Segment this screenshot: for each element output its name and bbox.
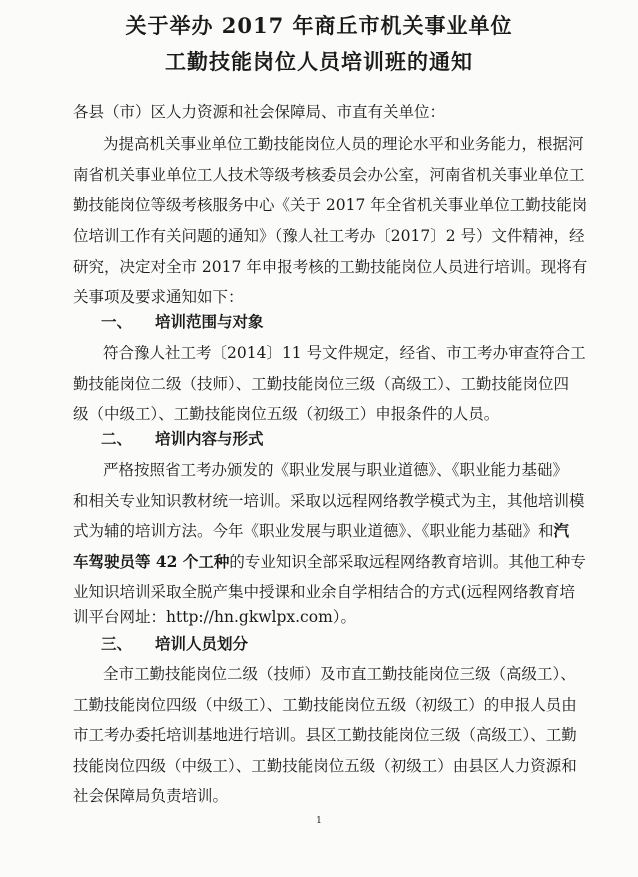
document-title-line-2: 工勤技能岗位人员培训班的通知 — [165, 49, 473, 74]
paragraph-4-line: 工勤技能岗位四级（中级工）、工勤技能岗位五级（初级工）的申报人员由 — [73, 696, 577, 714]
paragraph-4-line: 市工考办委托培训基地进行培训。县区工勤技能岗位三级（高级工）、工勤 — [73, 726, 577, 744]
section-title: 培训人员划分 — [155, 634, 249, 653]
paragraph-4-line: 全市工勤技能岗位二级（技师）及市直工勤技能岗位三级（高级工）、 — [103, 665, 576, 683]
section-heading-3 — [101, 632, 248, 654]
paragraph-3-text: 式为辅的培训方法。今年《职业发展与职业道德》、《职业能力基础》和 — [73, 522, 554, 540]
section-number: 三、 — [101, 634, 133, 653]
document-title-line-1: 关于举办 2017 年商丘市机关事业单位 — [125, 13, 513, 38]
section-title: 培训范围与对象 — [155, 312, 264, 331]
section-number: 二、 — [101, 429, 133, 448]
paragraph-1-line: 勤技能岗位等级考核服务中心《关于 2017 年全省机关事业单位工勤技能岗 — [73, 196, 588, 214]
section-title: 培训内容与形式 — [155, 429, 264, 448]
paragraph-1-line: 南省机关事业单位工人技术等级考核委员会办公室，河南省机关事业单位工 — [73, 166, 585, 184]
section-number: 一、 — [101, 312, 133, 331]
section-heading-2 — [101, 427, 264, 449]
page-number: 1 — [316, 816, 322, 826]
paragraph-1-line: 位培训工作有关问题的通知》（豫人社工考办〔2017〕2 号）文件精神，经 — [73, 227, 585, 245]
paragraph-4-line: 技能岗位四级（中级工）、工勤技能岗位五级（初级工）由县区人力资源和 — [73, 757, 577, 775]
paragraph-2-line: 符合豫人社工考〔2014〕11 号文件规定，经省、市工考办审查符合工 — [103, 344, 586, 362]
paragraph-3-bold-text: 汽 — [553, 521, 570, 540]
paragraph-3-line: 和相关专业知识教材统一培训。采取以远程网络教学模式为主，其他培训模 — [73, 492, 585, 510]
paragraph-3-line: 严格按照省工考办颁发的《职业发展与职业道德》、《职业能力基础》 — [103, 461, 569, 479]
paragraph-1-line: 为提高机关事业单位工勤技能岗位人员的理论水平和业务能力，根据河 — [103, 135, 584, 153]
paragraph-1-line: 关事项及要求通知如下： — [73, 288, 244, 306]
paragraph-3-line: 业知识培训采取全脱产集中授课和业余自学相结合的方式(远程网络教育培 — [73, 583, 576, 601]
paragraph-2-line: 级（中级工）、工勤技能岗位五级（初级工）申报条件的人员。 — [73, 405, 500, 423]
paragraph-3-text: 的专业知识全部采取远程网络教育培训。其他工种专 — [229, 553, 586, 571]
paragraph-3-line: 训平台网址：http://hn.gkwlpx.com）。 — [73, 608, 357, 626]
paragraph-1-line: 研究，决定对全市 2017 年申报考核的工勤技能岗位人员进行培训。现将有 — [73, 258, 588, 276]
section-heading-1 — [101, 310, 264, 332]
paragraph-3-line — [73, 519, 570, 541]
paragraph-2-line: 勤技能岗位二级（技师）、工勤技能岗位三级（高级工）、工勤技能岗位四 — [73, 375, 570, 393]
paragraph-4-line: 社会保障局负责培训。 — [73, 787, 229, 805]
salutation: 各县（市）区人力资源和社会保障局、市直有关单位： — [73, 103, 446, 121]
paragraph-3-bold-text: 车驾驶员等 42 个工种 — [73, 552, 230, 571]
paragraph-3-line — [73, 550, 586, 572]
